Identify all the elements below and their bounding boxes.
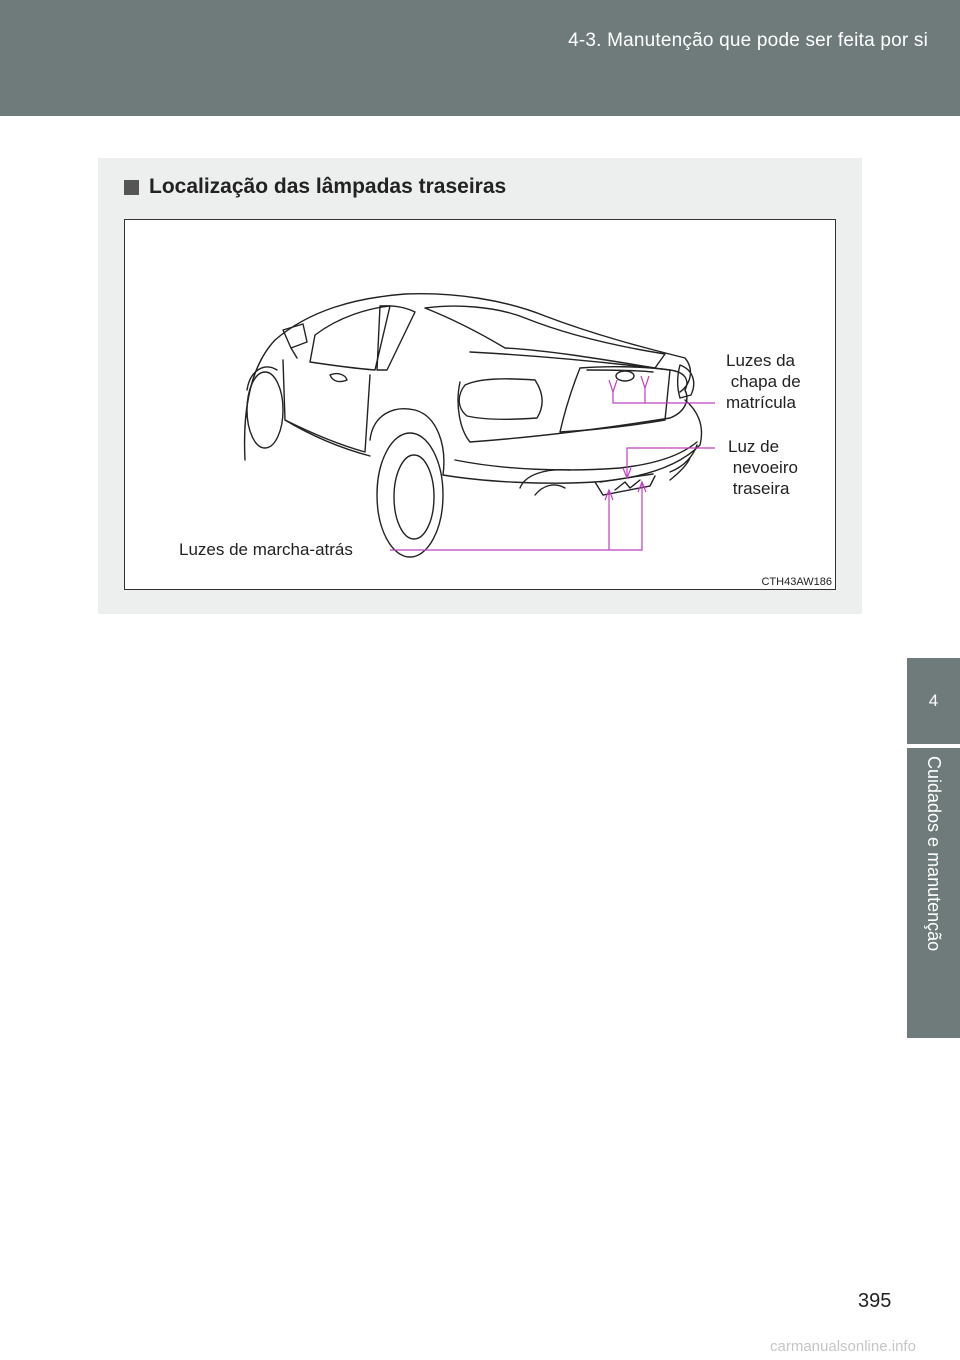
rear-fog-light-label: Luz de nevoeiro traseira <box>728 437 798 498</box>
section-heading <box>124 175 506 199</box>
page-header <box>0 0 960 116</box>
chapter-section-title: 4-3. Manutenção que pode ser feita por si <box>568 30 928 51</box>
page-number: 395 <box>858 1290 892 1312</box>
chapter-tab <box>907 748 960 1038</box>
section-heading-text: Localização das lâmpadas traseiras <box>149 175 507 198</box>
square-bullet-icon <box>124 180 139 195</box>
license-plate-lights-label: Luzes da chapa de matrícula <box>726 351 801 412</box>
watermark-text: carmanualsonline.info <box>770 1338 916 1355</box>
backup-lights-label: Luzes de marcha-atrás <box>179 540 353 559</box>
chapter-tab-number: 4 <box>907 658 960 744</box>
rear-lights-figure <box>124 219 836 590</box>
car-outline <box>245 294 702 557</box>
chapter-tab-label: Cuidados e manutenção <box>923 756 944 952</box>
figure-code: CTH43AW186 <box>761 576 832 588</box>
